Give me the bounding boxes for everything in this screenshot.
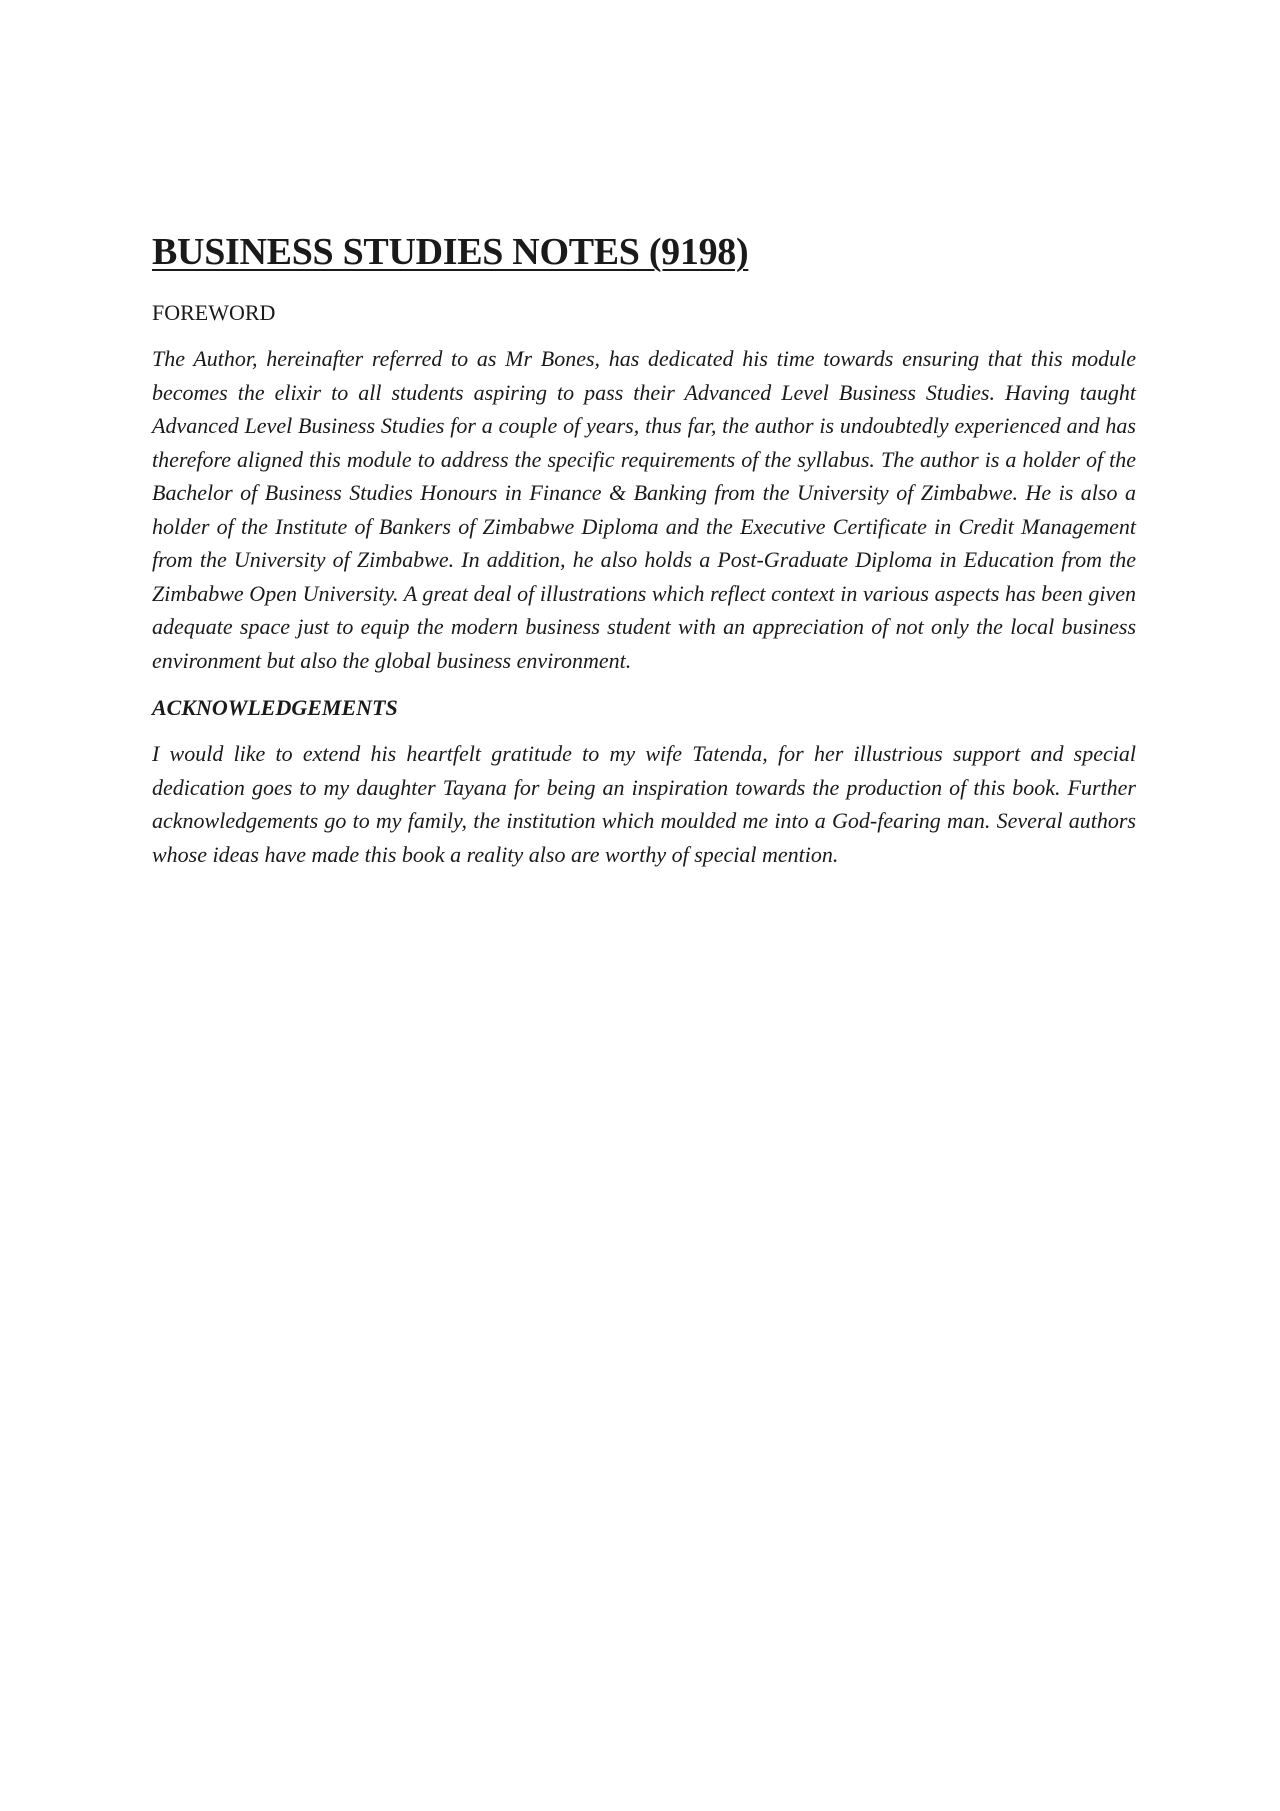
document-title: BUSINESS STUDIES NOTES (9198): [152, 231, 749, 273]
acknowledgements-section: [152, 693, 1136, 871]
foreword-paragraph: The Author, hereinafter referred to as Mr Bones, has dedicated his time towards ensuring that this module becomes the elixir to all students aspiring to pass their Advanced Level Business Studies. Having taught Advanced Level Business Studies for a couple of years, thus far, the author is undoubtedly experienced and has therefore aligned this module to address the specific requirements of the syllabus. The author is a holder of the Bachelor of Business Studies Honours in Finance & Banking from the University of Zimbabwe. He is also a holder of the Institute of Bankers of Zimbabwe Diploma and the Executive Certificate in Credit Management from the University of Zimbabwe. In addition, he also holds a Post-Graduate Diploma in Education from the Zimbabwe Open University. A great deal of illustrations which reflect context in various aspects has been given adequate space just to equip the modern business student with an appreciation of not only the local business environment but also the global business environment.: [152, 346, 1136, 673]
foreword-heading: FOREWORD: [152, 300, 276, 325]
foreword-section: [152, 298, 1136, 677]
document-page: [152, 228, 1136, 887]
acknowledgements-paragraph: I would like to extend his heartfelt gratitude to my wife Tatenda, for her illustrious support and special dedication goes to my daughter Tayana for being an inspiration towards the production of this book. Further acknowledgements go to my family, the institution which moulded me into a God-fearing man. Several authors whose ideas have made this book a reality also are worthy of special mention.: [152, 741, 1136, 867]
acknowledgements-heading: ACKNOWLEDGEMENTS: [152, 695, 398, 720]
